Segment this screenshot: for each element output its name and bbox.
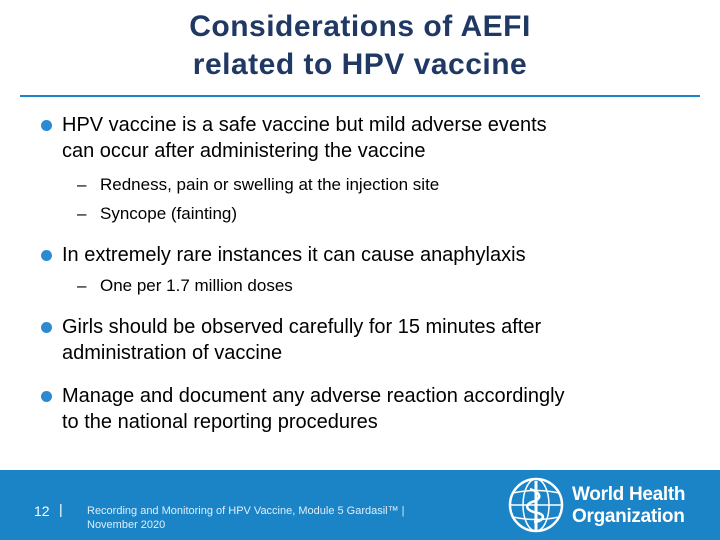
logo-line: Organization [572, 506, 685, 527]
bullet-item [62, 242, 702, 268]
who-logo-text [572, 484, 685, 528]
bullet-text-line: In extremely rare instances it can cause anaphylaxis [62, 244, 526, 266]
sub-bullet-item [77, 203, 680, 225]
title-line-1: Considerations of AEFI [189, 10, 531, 43]
bullet-text-line: HPV vaccine is a safe vaccine but mild adverse events [62, 114, 547, 136]
dash-icon: – [77, 276, 87, 295]
sub-bullet-text: One per 1.7 million doses [100, 276, 293, 295]
bullet-item [62, 314, 702, 366]
sub-bullet-item [77, 174, 680, 196]
footer-separator: | [59, 501, 63, 517]
slide-footer [0, 470, 720, 540]
title-line-2: related to HPV vaccine [192, 48, 528, 81]
who-emblem-icon [506, 475, 566, 535]
bullet-text-line: can occur after administering the vaccine [62, 140, 426, 162]
footer-source-line: Recording and Monitoring of HPV Vaccine, Module 5 Gardasil™ | [87, 505, 405, 517]
logo-line: World Health [572, 484, 686, 505]
bullet-text-line: to the national reporting procedures [62, 411, 378, 433]
dash-icon: – [77, 204, 87, 223]
footer-source [87, 504, 447, 532]
dash-icon: – [77, 175, 87, 194]
bullet-text-line: Girls should be observed carefully for 15 minutes after [62, 316, 542, 338]
sub-bullet-text: Redness, pain or swelling at the injection site [100, 175, 440, 194]
sub-bullet-item [77, 275, 680, 297]
page-number: 12 [34, 503, 50, 519]
bullet-dot-icon [41, 391, 52, 402]
sub-bullet-text: Syncope (fainting) [100, 204, 238, 223]
bullet-text-line: administration of vaccine [62, 342, 283, 364]
bullet-item [62, 383, 702, 435]
bullet-item [62, 112, 702, 164]
bullet-dot-icon [41, 322, 52, 333]
bullet-text-line: Manage and document any adverse reaction accordingly [62, 385, 565, 407]
bullet-dot-icon [41, 120, 52, 131]
bullet-dot-icon [41, 250, 52, 261]
footer-source-line: November 2020 [87, 519, 166, 531]
